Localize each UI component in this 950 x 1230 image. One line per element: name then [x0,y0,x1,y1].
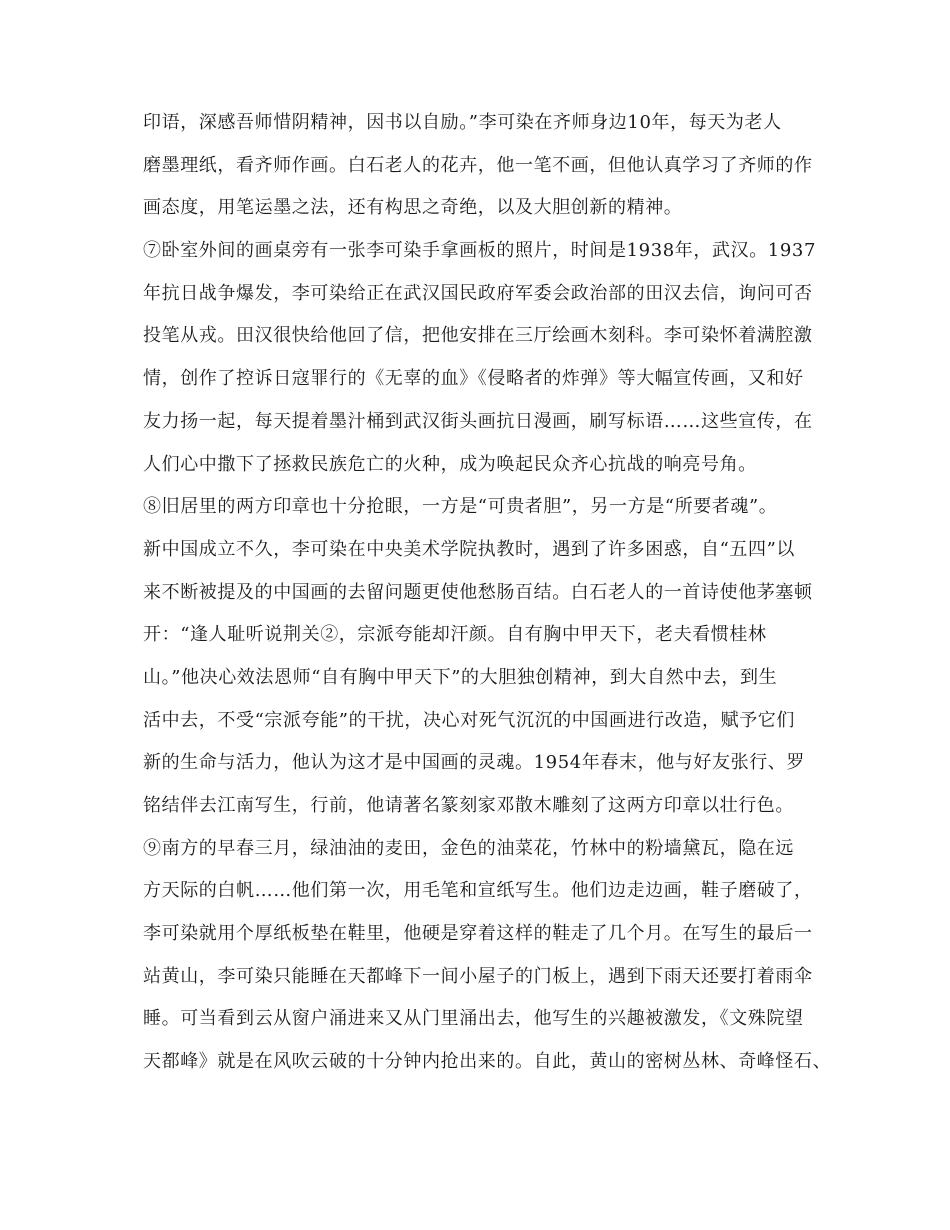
text-line: 情，创作了控诉日寇罪行的《无辜的血》《侵略者的炸弹》等大幅宣传画，又和好 [143,368,804,390]
text-line: 新的生命与活力，他认为这才是中国画的灵魂。1954年春末，他与好友张行、罗 [143,752,806,774]
text-line: 站黄山，李可染只能睡在天都峰下一间小屋子的门板上，遇到下雨天还要打着雨伞 [143,965,813,987]
paragraph-7-start: ⑦卧室外间的画桌旁有一张李可染手拿画板的照片，时间是1938年，武汉。1937 [143,240,817,262]
text-line: 来不断被提及的中国画的去留问题更使他愁肠百结。白石老人的一首诗使他茅塞顿 [143,581,813,603]
text-line: 印语，深感吾师惜阴精神，因书以自励。”李可染在齐师身边10年，每天为老人 [143,112,782,133]
text-line: 友力扬一起，每天提着墨汁桶到武汉街头画抗日漫画，刷写标语……这些宣传，在 [143,410,813,432]
text-line: 人们心中撒下了拯救民族危亡的火种，成为唤起民众齐心抗战的响亮号角。 [143,453,757,475]
text-line: 开：“逢人耻听说荆关②，宗派夸能却汗颜。自有胸中甲天下，老夫看惯桂林 [143,624,767,646]
text-line: 投笔从戎。田汉很快给他回了信，把他安排在三厅绘画木刻科。李可染怀着满腔激 [143,325,813,347]
paragraph-9-start: ⑨南方的早春三月，绿油油的麦田，金色的油菜花，竹林中的粉墙黛瓦，隐在远 [143,837,794,859]
text-line: 铭结伴去江南写生，行前，他请著名篆刻家邓散木雕刻了这两方印章以壮行色。 [143,795,794,816]
text-line: 画态度，用笔运墨之法，还有构思之奇绝，以及大胆创新的精神。 [143,197,683,219]
text-line: 新中国成立不久，李可染在中央美术学院执教时，遇到了许多困惑，自“五四”以 [143,538,796,560]
paragraph-8-start: ⑧旧居里的两方印章也十分抢眼，一方是“可贵者胆”，另一方是“所要者魂”。 [143,496,778,518]
text-line: 山。”他决心效法恩师“自有胸中甲天下”的大胆独创精神，到大自然中去，到生 [143,666,778,688]
text-line: 活中去，不受“宗派夸能”的干扰，决心对死气沉沉的中国画进行改造，赋予它们 [143,709,796,731]
text-line: 天都峰》就是在风吹云破的十分钟内抢出来的。自此，黄山的密树丛林、奇峰怪石、 [143,1051,832,1073]
text-line: 磨墨理纸，看齐师作画。白石老人的花卉，他一笔不画，但他认真学习了齐师的作 [143,154,813,176]
text-line: 李可染就用个厚纸板垫在鞋里，他硬是穿着这样的鞋走了几个月。在写生的最后一 [143,923,813,945]
text-line: 方天际的白帆……他们第一次，用毛笔和宣纸写生。他们边走边画，鞋子磨破了， [143,880,813,902]
article-body [143,110,832,1092]
text-line: 年抗日战争爆发，李可染给正在武汉国民政府军委会政治部的田汉去信，询问可否 [143,282,813,304]
text-line: 睡。可当看到云从窗户涌进来又从门里涌出去，他写生的兴趣被激发，《文殊院望 [143,1008,804,1030]
